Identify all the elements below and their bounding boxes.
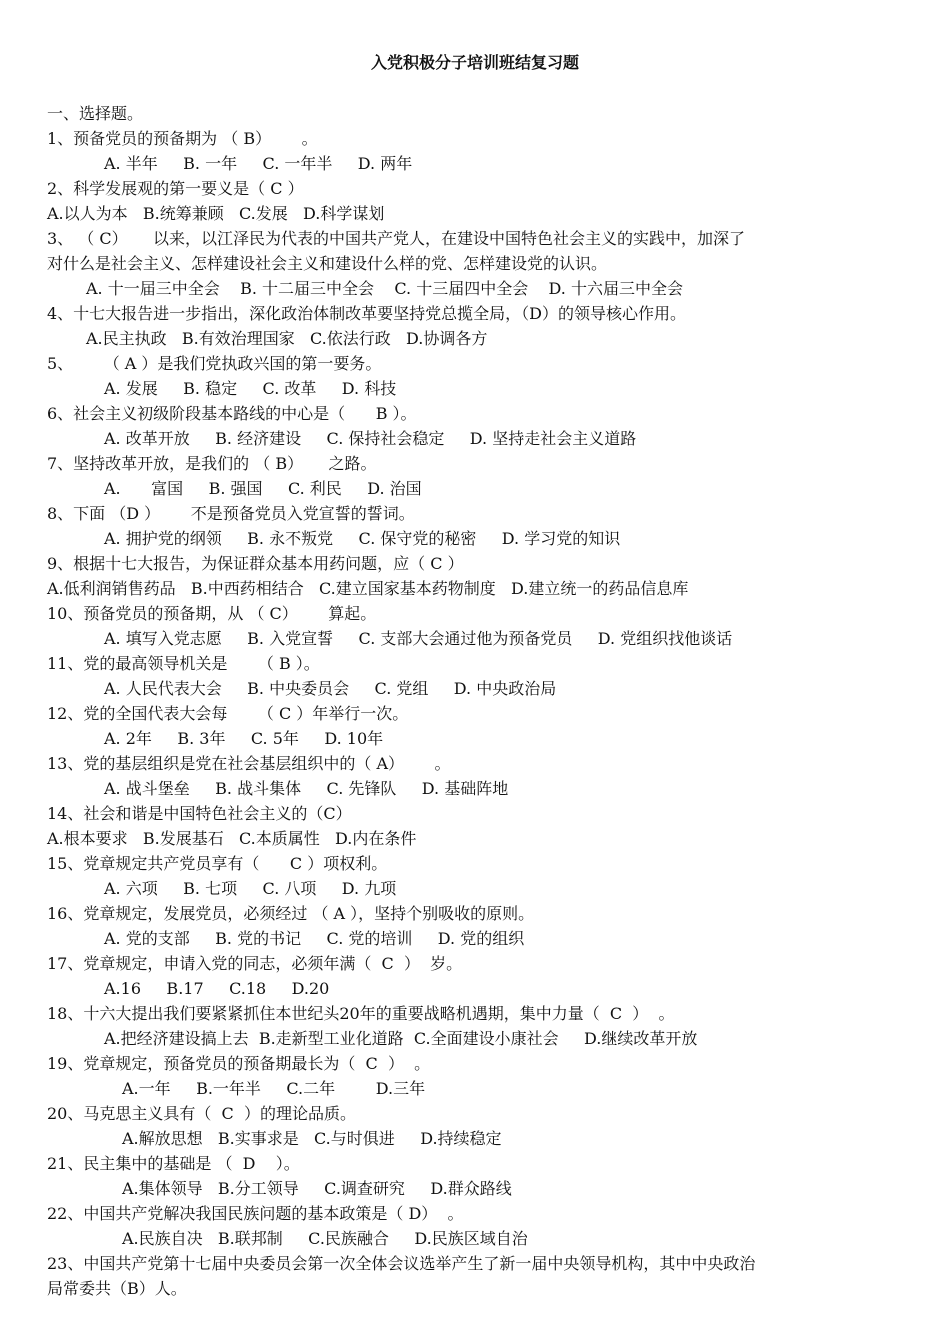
question-7: 7、坚持改革开放，是我们的 （ B） 之路。 (47, 454, 377, 473)
question-6-options: A. 改革开放 B. 经济建设 C. 保持社会稳定 D. 坚持走社会主义道路 (104, 429, 637, 448)
question-11: 11、党的最高领导机关是 （ B ）。 (47, 654, 320, 673)
question-23-continued: 局常委共（B）人。 (47, 1279, 187, 1298)
question-15-options: A. 六项 B. 七项 C. 八项 D. 九项 (104, 879, 397, 898)
question-14-options: A.根本要求 B.发展基石 C.本质属性 D.内在条件 (47, 829, 417, 848)
question-6: 6、社会主义初级阶段基本路线的中心是（ B ）。 (47, 404, 417, 423)
question-20-options: A.解放思想 B.实事求是 C.与时俱进 D.持续稳定 (122, 1129, 502, 1148)
question-12: 12、党的全国代表大会每 （ C ）年举行一次。 (47, 704, 409, 723)
question-4: 4、十七大报告进一步指出，深化政治体制改革要坚持党总揽全局，（D）的领导核心作用。 (47, 304, 687, 323)
question-18-options: A.把经济建设搞上去 B.走新型工业化道路 C.全面建设小康社会 D.继续改革开放 (104, 1029, 698, 1048)
question-22: 22、中国共产党解决我国民族问题的基本政策是（ D） 。 (47, 1204, 464, 1223)
question-17-options: A.16 B.17 C.18 D.20 (104, 979, 330, 998)
question-13-options: A. 战斗堡垒 B. 战斗集体 C. 先锋队 D. 基础阵地 (104, 779, 509, 798)
question-16-options: A. 党的支部 B. 党的书记 C. 党的培训 D. 党的组织 (104, 929, 525, 948)
question-21-options: A.集体领导 B.分工领导 C.调查研究 D.群众路线 (122, 1179, 512, 1198)
question-5: 5、 （ A ）是我们党执政兴国的第一要务。 (47, 354, 382, 373)
question-2: 2、科学发展观的第一要义是（ C ） (47, 179, 304, 198)
question-21: 21、民主集中的基础是 （ D ）。 (47, 1154, 300, 1173)
question-3-continued: 对什么是社会主义、怎样建设社会主义和建设什么样的党、怎样建设党的认识。 (47, 254, 608, 273)
question-9: 9、根据十七大报告，为保证群众基本用药问题，应（ C ） (47, 554, 464, 573)
question-8: 8、下面 （D ） 不是预备党员入党宣誓的誓词。 (47, 504, 415, 523)
question-18: 18、十六大提出我们要紧紧抓住本世纪头20年的重要战略机遇期，集中力量（ C ） 。 (47, 1004, 675, 1023)
question-1: 1、预备党员的预备期为 （ B） 。 (47, 129, 318, 148)
question-20: 20、马克思主义具有（ C ）的理论品质。 (47, 1104, 356, 1123)
question-10-options: A. 填写入党志愿 B. 入党宣誓 C. 支部大会通过他为预备党员 D. 党组织找他谈话 (104, 629, 733, 648)
question-2-options: A.以人为本 B.统筹兼顾 C.发展 D.科学谋划 (47, 204, 385, 223)
section-heading: 一、选择题。 (47, 104, 144, 123)
question-4-options: A.民主执政 B.有效治理国家 C.依法行政 D.协调各方 (86, 329, 488, 348)
question-7-options: A. 富国 B. 强国 C. 利民 D. 治国 (104, 479, 422, 498)
question-11-options: A. 人民代表大会 B. 中央委员会 C. 党组 D. 中央政治局 (104, 679, 557, 698)
question-15: 15、党章规定共产党员享有（ C ）项权利。 (47, 854, 388, 873)
question-9-options: A.低利润销售药品 B.中西药相结合 C.建立国家基本药物制度 D.建立统一的药品信息库 (47, 579, 689, 598)
question-23: 23、中国共产党第十七届中央委员会第一次全体会议选举产生了新一届中央领导机构，其中中央政治 (47, 1254, 756, 1273)
question-5-options: A. 发展 B. 稳定 C. 改革 D. 科技 (104, 379, 397, 398)
question-19: 19、党章规定，预备党员的预备期最长为（ C ） 。 (47, 1054, 431, 1073)
question-1-options: A. 半年 B. 一年 C. 一年半 D. 两年 (104, 154, 413, 173)
question-14: 14、社会和谐是中国特色社会主义的（C） (47, 804, 352, 823)
question-17: 17、党章规定，申请入党的同志，必须年满（ C ） 岁。 (47, 954, 463, 973)
question-19-options: A.一年 B.一年半 C.二年 D.三年 (122, 1079, 426, 1098)
question-12-options: A. 2年 B. 3年 C. 5年 D. 10年 (104, 729, 384, 748)
document-title: 入党积极分子培训班结复习题 (370, 53, 579, 72)
question-3-options: A. 十一届三中全会 B. 十二届三中全会 C. 十三届四中全会 D. 十六届三中全会 (86, 279, 683, 298)
question-22-options: A.民族自决 B.联邦制 C.民族融合 D.民族区域自治 (122, 1229, 528, 1248)
question-8-options: A. 拥护党的纲领 B. 永不叛党 C. 保守党的秘密 D. 学习党的知识 (104, 529, 621, 548)
question-3: 3、 （ C） 以来，以江泽民为代表的中国共产党人，在建设中国特色社会主义的实践中，加深了 (47, 229, 746, 248)
question-13: 13、党的基层组织是党在社会基层组织中的（ A） 。 (47, 754, 451, 773)
question-16: 16、党章规定，发展党员，必须经过 （ A ），坚持个别吸收的原则。 (47, 904, 535, 923)
question-10: 10、预备党员的预备期，从 （ C） 算起。 (47, 604, 377, 623)
